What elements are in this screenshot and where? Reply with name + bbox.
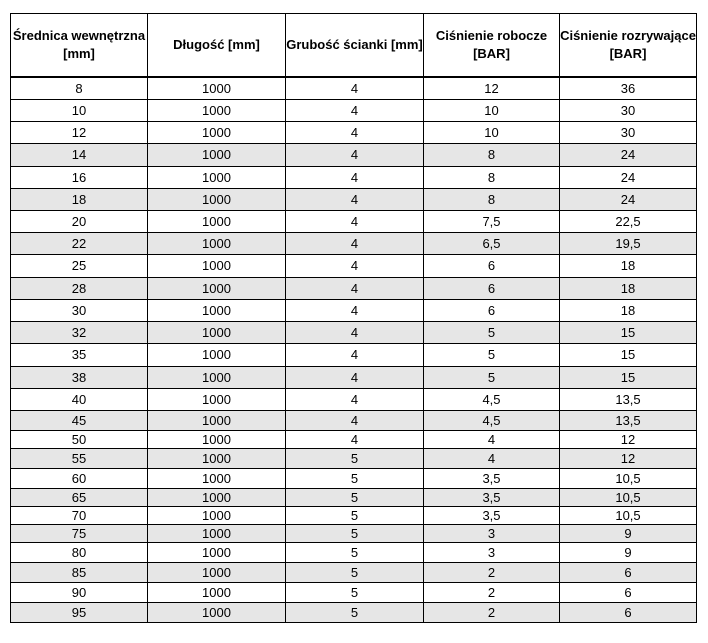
- cell-length: 1000: [148, 344, 286, 367]
- cell-length: 1000: [148, 167, 286, 189]
- cell-inner-diameter: 30: [11, 300, 148, 322]
- cell-burst-pressure: 24: [560, 189, 697, 211]
- cell-inner-diameter: 35: [11, 344, 148, 367]
- cell-burst-pressure: 22,5: [560, 211, 697, 233]
- table-row: [11, 233, 697, 255]
- cell-length: 1000: [148, 211, 286, 233]
- cell-wall-thickness: 4: [286, 189, 424, 211]
- cell-burst-pressure: 18: [560, 278, 697, 300]
- cell-wall-thickness: 5: [286, 543, 424, 563]
- cell-wall-thickness: 4: [286, 431, 424, 449]
- cell-burst-pressure: 30: [560, 100, 697, 122]
- cell-inner-diameter: 90: [11, 583, 148, 603]
- table-row: [11, 300, 697, 322]
- table-header-row: [11, 14, 697, 78]
- cell-wall-thickness: 4: [286, 389, 424, 411]
- cell-length: 1000: [148, 367, 286, 389]
- cell-working-pressure: 8: [424, 167, 560, 189]
- cell-working-pressure: 2: [424, 583, 560, 603]
- cell-inner-diameter: 25: [11, 255, 148, 278]
- cell-burst-pressure: 13,5: [560, 389, 697, 411]
- cell-wall-thickness: 4: [286, 100, 424, 122]
- table-row: [11, 449, 697, 469]
- cell-working-pressure: 4: [424, 449, 560, 469]
- cell-burst-pressure: 6: [560, 583, 697, 603]
- cell-wall-thickness: 4: [286, 300, 424, 322]
- cell-inner-diameter: 75: [11, 525, 148, 543]
- cell-burst-pressure: 10,5: [560, 489, 697, 507]
- cell-working-pressure: 3: [424, 543, 560, 563]
- cell-length: 1000: [148, 411, 286, 431]
- cell-burst-pressure: 9: [560, 525, 697, 543]
- cell-length: 1000: [148, 507, 286, 525]
- table-row: [11, 563, 697, 583]
- cell-working-pressure: 5: [424, 367, 560, 389]
- cell-working-pressure: 2: [424, 603, 560, 623]
- cell-length: 1000: [148, 278, 286, 300]
- table-row: [11, 122, 697, 144]
- cell-burst-pressure: 10,5: [560, 507, 697, 525]
- cell-burst-pressure: 13,5: [560, 411, 697, 431]
- cell-working-pressure: 10: [424, 122, 560, 144]
- cell-burst-pressure: 24: [560, 167, 697, 189]
- table-row: [11, 525, 697, 543]
- cell-working-pressure: 6: [424, 255, 560, 278]
- cell-burst-pressure: 12: [560, 431, 697, 449]
- cell-wall-thickness: 5: [286, 525, 424, 543]
- cell-wall-thickness: 4: [286, 211, 424, 233]
- cell-wall-thickness: 4: [286, 122, 424, 144]
- cell-inner-diameter: 18: [11, 189, 148, 211]
- cell-wall-thickness: 5: [286, 449, 424, 469]
- cell-length: 1000: [148, 603, 286, 623]
- cell-length: 1000: [148, 583, 286, 603]
- table-row: [11, 411, 697, 431]
- table-row: [11, 507, 697, 525]
- cell-length: 1000: [148, 100, 286, 122]
- table-row: [11, 367, 697, 389]
- cell-burst-pressure: 9: [560, 543, 697, 563]
- table-row: [11, 431, 697, 449]
- table-row: [11, 144, 697, 167]
- cell-burst-pressure: 10,5: [560, 469, 697, 489]
- table-row: [11, 322, 697, 344]
- cell-length: 1000: [148, 77, 286, 100]
- cell-wall-thickness: 5: [286, 583, 424, 603]
- table-row: [11, 583, 697, 603]
- cell-wall-thickness: 4: [286, 411, 424, 431]
- cell-length: 1000: [148, 144, 286, 167]
- cell-inner-diameter: 70: [11, 507, 148, 525]
- cell-burst-pressure: 12: [560, 449, 697, 469]
- cell-length: 1000: [148, 525, 286, 543]
- cell-inner-diameter: 45: [11, 411, 148, 431]
- cell-length: 1000: [148, 469, 286, 489]
- cell-working-pressure: 8: [424, 144, 560, 167]
- cell-burst-pressure: 6: [560, 563, 697, 583]
- table-row: [11, 344, 697, 367]
- cell-wall-thickness: 5: [286, 469, 424, 489]
- cell-wall-thickness: 4: [286, 255, 424, 278]
- table-row: [11, 389, 697, 411]
- cell-wall-thickness: 4: [286, 322, 424, 344]
- cell-length: 1000: [148, 431, 286, 449]
- cell-burst-pressure: 18: [560, 255, 697, 278]
- cell-inner-diameter: 40: [11, 389, 148, 411]
- cell-inner-diameter: 12: [11, 122, 148, 144]
- table-body: [11, 77, 697, 623]
- cell-working-pressure: 4,5: [424, 411, 560, 431]
- cell-inner-diameter: 22: [11, 233, 148, 255]
- cell-inner-diameter: 80: [11, 543, 148, 563]
- table-row: [11, 603, 697, 623]
- cell-burst-pressure: 18: [560, 300, 697, 322]
- cell-working-pressure: 4,5: [424, 389, 560, 411]
- cell-working-pressure: 6: [424, 300, 560, 322]
- cell-working-pressure: 12: [424, 77, 560, 100]
- header-length: Długość [mm]: [148, 14, 286, 78]
- cell-wall-thickness: 4: [286, 367, 424, 389]
- cell-wall-thickness: 4: [286, 344, 424, 367]
- cell-length: 1000: [148, 489, 286, 507]
- cell-wall-thickness: 4: [286, 77, 424, 100]
- cell-inner-diameter: 85: [11, 563, 148, 583]
- cell-inner-diameter: 28: [11, 278, 148, 300]
- cell-inner-diameter: 10: [11, 100, 148, 122]
- cell-wall-thickness: 4: [286, 233, 424, 255]
- cell-wall-thickness: 5: [286, 563, 424, 583]
- table-row: [11, 469, 697, 489]
- cell-length: 1000: [148, 255, 286, 278]
- cell-length: 1000: [148, 233, 286, 255]
- table-row: [11, 100, 697, 122]
- table-row: [11, 77, 697, 100]
- spec-table-container: [10, 13, 697, 623]
- cell-length: 1000: [148, 300, 286, 322]
- cell-length: 1000: [148, 322, 286, 344]
- cell-working-pressure: 5: [424, 322, 560, 344]
- cell-inner-diameter: 14: [11, 144, 148, 167]
- cell-inner-diameter: 55: [11, 449, 148, 469]
- cell-burst-pressure: 30: [560, 122, 697, 144]
- table-row: [11, 211, 697, 233]
- header-inner-diameter: Średnica wewnętrzna [mm]: [11, 14, 148, 78]
- cell-length: 1000: [148, 449, 286, 469]
- cell-inner-diameter: 95: [11, 603, 148, 623]
- cell-working-pressure: 3: [424, 525, 560, 543]
- table-row: [11, 255, 697, 278]
- cell-burst-pressure: 15: [560, 344, 697, 367]
- cell-inner-diameter: 50: [11, 431, 148, 449]
- hose-spec-table: [10, 13, 697, 623]
- table-row: [11, 489, 697, 507]
- table-row: [11, 167, 697, 189]
- cell-wall-thickness: 5: [286, 489, 424, 507]
- cell-working-pressure: 2: [424, 563, 560, 583]
- cell-wall-thickness: 5: [286, 603, 424, 623]
- cell-working-pressure: 3,5: [424, 489, 560, 507]
- table-row: [11, 278, 697, 300]
- header-wall-thickness: Grubość ścianki [mm]: [286, 14, 424, 78]
- cell-working-pressure: 5: [424, 344, 560, 367]
- header-burst-pressure: Ciśnienie rozrywające [BAR]: [560, 14, 697, 78]
- cell-wall-thickness: 5: [286, 507, 424, 525]
- cell-burst-pressure: 6: [560, 603, 697, 623]
- cell-wall-thickness: 4: [286, 167, 424, 189]
- cell-burst-pressure: 15: [560, 322, 697, 344]
- cell-inner-diameter: 8: [11, 77, 148, 100]
- cell-wall-thickness: 4: [286, 144, 424, 167]
- table-row: [11, 543, 697, 563]
- cell-working-pressure: 10: [424, 100, 560, 122]
- cell-inner-diameter: 65: [11, 489, 148, 507]
- cell-burst-pressure: 15: [560, 367, 697, 389]
- cell-length: 1000: [148, 389, 286, 411]
- cell-length: 1000: [148, 122, 286, 144]
- cell-length: 1000: [148, 543, 286, 563]
- cell-inner-diameter: 20: [11, 211, 148, 233]
- table-row: [11, 189, 697, 211]
- cell-working-pressure: 3,5: [424, 469, 560, 489]
- cell-length: 1000: [148, 563, 286, 583]
- cell-working-pressure: 6,5: [424, 233, 560, 255]
- cell-working-pressure: 4: [424, 431, 560, 449]
- cell-inner-diameter: 38: [11, 367, 148, 389]
- header-working-pressure: Ciśnienie robocze [BAR]: [424, 14, 560, 78]
- cell-burst-pressure: 19,5: [560, 233, 697, 255]
- cell-burst-pressure: 36: [560, 77, 697, 100]
- cell-inner-diameter: 32: [11, 322, 148, 344]
- cell-burst-pressure: 24: [560, 144, 697, 167]
- cell-working-pressure: 8: [424, 189, 560, 211]
- cell-length: 1000: [148, 189, 286, 211]
- cell-wall-thickness: 4: [286, 278, 424, 300]
- cell-working-pressure: 7,5: [424, 211, 560, 233]
- cell-inner-diameter: 16: [11, 167, 148, 189]
- cell-working-pressure: 6: [424, 278, 560, 300]
- cell-working-pressure: 3,5: [424, 507, 560, 525]
- cell-inner-diameter: 60: [11, 469, 148, 489]
